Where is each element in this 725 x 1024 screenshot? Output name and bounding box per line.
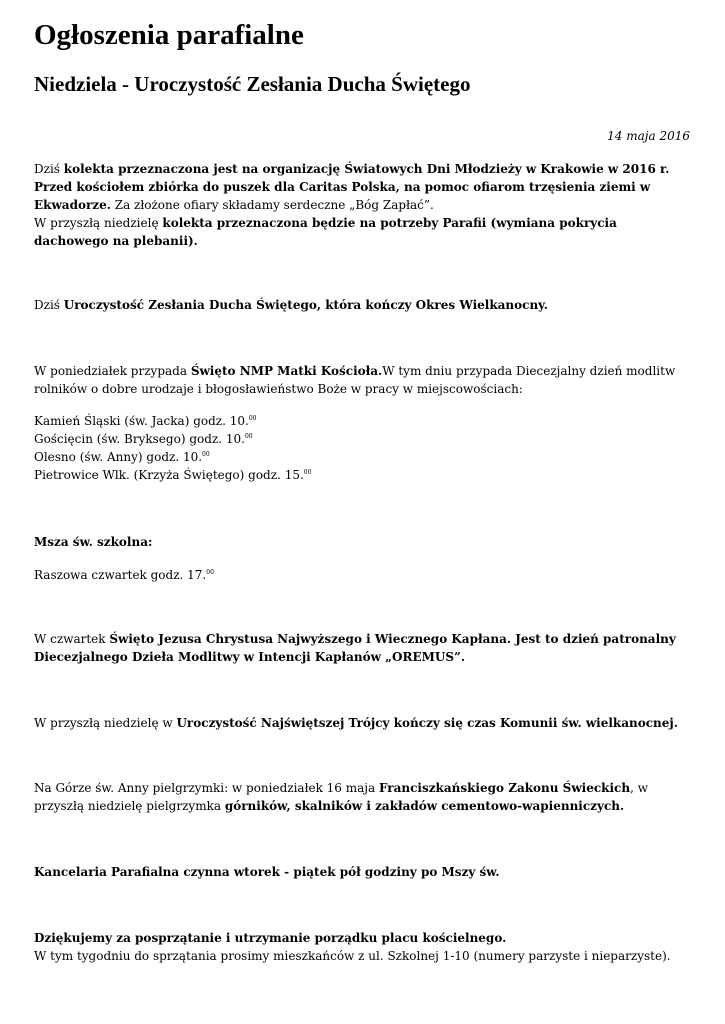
cleaning-section	[34, 929, 690, 965]
next-collection-bold-text: kolekta przeznaczona będzie na potrzeby Parafii (wymiana pokrycia dachowego na plebanii).	[34, 216, 617, 248]
thursday-section	[34, 630, 690, 666]
next-collection-paragraph: W przyszłą niedzielę kolekta przeznaczona będzie na potrzeby Parafii (wymiana pokrycia dachowego na plebanii).	[34, 216, 617, 248]
monday-section	[34, 362, 690, 398]
pentecost-section	[34, 296, 690, 314]
school-mass-time: Raszowa czwartek godz. 17.00	[34, 568, 214, 582]
places-list	[34, 412, 690, 484]
page-subtitle: Niedziela - Uroczystość Zesłania Ducha Świętego	[34, 72, 471, 96]
school-mass-time-block	[34, 566, 690, 584]
cleaning-heading: Dziękujemy za posprzątanie i utrzymanie porządku placu kościelnego.	[34, 931, 507, 945]
pilgrimage-paragraph: Na Górze św. Anny pielgrzymki: w poniedziałek 16 maja Franciszkańskiego Zakonu Świeckich, w przyszłą niedzielę pielgrzymka górników, skalników i zakładów cementowo-wapienniczych.	[34, 781, 648, 813]
collection-paragraph: Dziś kolekta przeznaczona jest na organizację Światowych Dni Młodzieży w Krakowie w 2016 r. Przed kościołem zbiórka do puszek dla Caritas Polska, na pomoc ofiarom trzęsienia ziemi w Ekwadorze. Za złożone ofiary składamy serdeczne „Bóg Zapłać”.	[34, 162, 670, 212]
trinity-section	[34, 714, 690, 732]
school-mass-heading-block	[34, 533, 690, 551]
office-hours: Kancelaria Parafialna czynna wtorek - piątek pół godziny po Mszy św.	[34, 865, 500, 879]
collection-bold-text: kolekta przeznaczona jest na organizację Światowych Dni Młodzieży w Krakowie w 2016 r. Przed kościołem zbiórka do puszek dla Caritas Polska, na pomoc ofiarom trzęsienia ziemi w Ekwadorze.	[34, 162, 670, 212]
pentecost-paragraph: Dziś Uroczystość Zesłania Ducha Świętego, która kończy Okres Wielkanocny.	[34, 298, 548, 312]
list-item: Pietrowice Wlk. (Krzyża Świętego) godz. 15.00	[34, 468, 312, 482]
thursday-paragraph: W czwartek Święto Jezusa Chrystusa Najwyższego i Wiecznego Kapłana. Jest to dzień patronalny Diecezjalnego Dzieła Modlitwy w Intencji Kapłanów „OREMUS”.	[34, 632, 676, 664]
page-title: Ogłoszenia parafialne	[34, 19, 304, 51]
collection-section	[34, 160, 690, 250]
list-item: Kamień Śląski (św. Jacka) godz. 10.00	[34, 414, 257, 428]
trinity-paragraph: W przyszłą niedzielę w Uroczystość Najświętszej Trójcy kończy się czas Komunii św. wielkanocnej.	[34, 716, 678, 730]
list-item: Gościęcin (św. Bryksego) godz. 10.00	[34, 432, 253, 446]
monday-paragraph: W poniedziałek przypada Święto NMP Matki Kościoła.W tym dniu przypada Diecezjalny dzień modlitw rolników o dobre urodzaje i błogosławieństwo Boże w pracy w miejscowościach:	[34, 364, 676, 396]
school-mass-heading: Msza św. szkolna:	[34, 535, 153, 549]
office-section	[34, 863, 690, 881]
announcement-date: 14 maja 2016	[607, 129, 690, 143]
list-item: Olesno (św. Anny) godz. 10.00	[34, 450, 210, 464]
pilgrimage-section	[34, 779, 690, 815]
cleaning-text: W tym tygodniu do sprzątania prosimy mieszkańców z ul. Szkolnej 1-10 (numery parzyste i nieparzyste).	[34, 949, 671, 963]
